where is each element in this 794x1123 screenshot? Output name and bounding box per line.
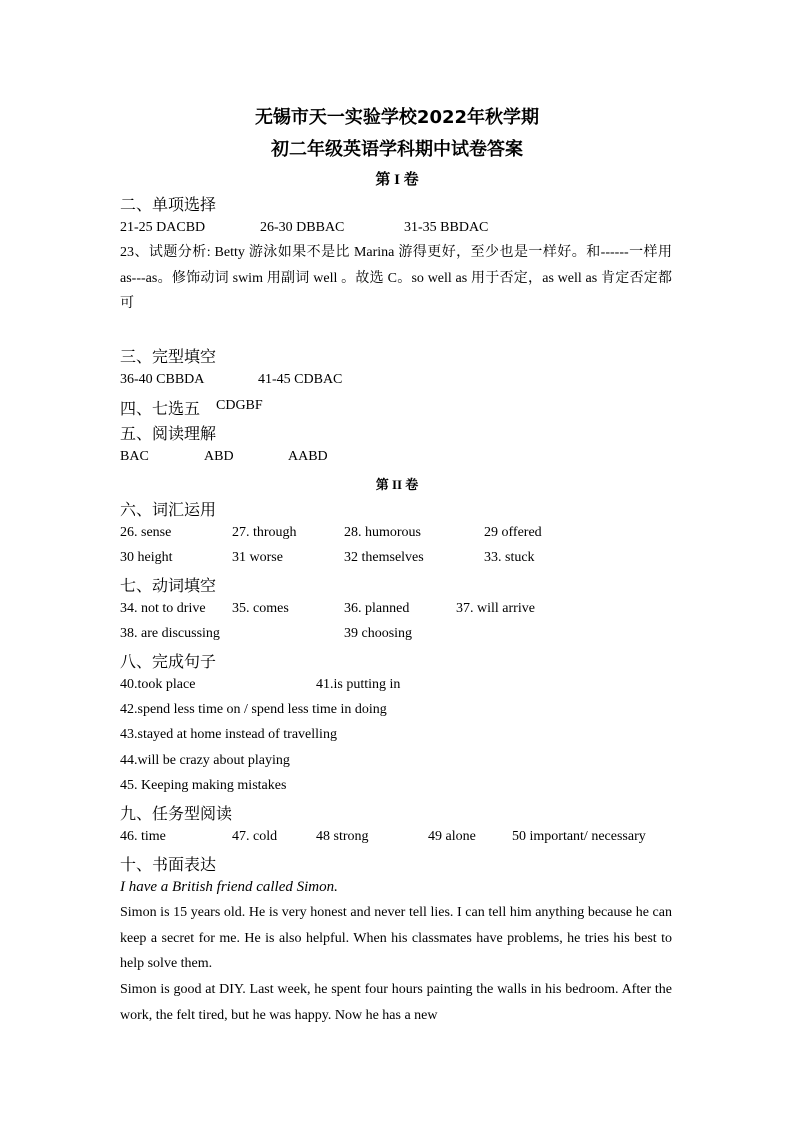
verb-answer: 36. planned <box>344 601 410 616</box>
verb-answer: 39 choosing <box>344 626 413 641</box>
section-heading-vocabulary: 六、词汇运用 <box>120 500 217 519</box>
answer-36-40: 36-40 CBBDA <box>120 372 205 387</box>
reading-answer-b: ABD <box>204 449 234 464</box>
page-title: 无锡市天一实验学校2022年秋学期 <box>254 107 540 128</box>
essay-paragraph-2: Simon is good at DIY. Last week, he spent four hours painting the walls in his bedroom. After the work, the felt tired, but he was happy. Now he has a new <box>120 982 672 1023</box>
verb-answer: 38. are discussing <box>120 626 220 641</box>
answer-seven-choose-five: CDGBF <box>216 398 263 413</box>
sentence-answer-45: 45. Keeping making mistakes <box>120 778 287 793</box>
verb-answer: 34. not to drive <box>120 601 206 616</box>
vocab-answer: 31 worse <box>232 550 283 565</box>
verb-answer: 37. will arrive <box>456 601 535 616</box>
reading-answer-c: AABD <box>288 449 328 464</box>
sentence-answer-41: 41.is putting in <box>316 677 401 692</box>
vocab-answer: 28. humorous <box>344 525 421 540</box>
section-heading-verb-fill: 七、动词填空 <box>120 576 217 595</box>
vocab-answer: 30 height <box>120 550 173 565</box>
sentence-answer-40: 40.took place <box>120 677 196 692</box>
volume-one-label: 第 I 卷 <box>375 172 419 188</box>
answer-21-25: 21-25 DACBD <box>120 220 206 235</box>
essay-paragraph-1: Simon is 15 years old. He is very honest and never tell lies. I can tell him anything because he can keep a secret for me. He is also helpful. When his classmates have problems, he tries his best to help solve them. <box>120 905 672 971</box>
task-reading-answer: 50 important/ necessary <box>512 829 646 844</box>
vocab-answer: 33. stuck <box>484 550 535 565</box>
task-reading-answer: 49 alone <box>428 829 476 844</box>
essay-title: I have a British friend called Simon. <box>120 879 338 895</box>
question-23-analysis: 23、试题分析: Betty 游泳如果不是比 Marina 游得更好，至少也是一样好。和------一样用 as---as。修饰动词 swim 用副词 well 。故选 C。so well as 用于否定，as well as 肯定否定都可 <box>120 245 672 311</box>
task-reading-answer: 46. time <box>120 829 166 844</box>
task-reading-answer: 47. cold <box>232 829 278 844</box>
vocab-answer: 26. sense <box>120 525 172 540</box>
page-subtitle: 初二年级英语学科期中试卷答案 <box>271 139 523 160</box>
section-heading-complete-sentences: 八、完成句子 <box>120 652 217 671</box>
volume-two-label: 第 II 卷 <box>375 477 419 492</box>
reading-answer-a: BAC <box>120 449 149 464</box>
sentence-answer-43: 43.stayed at home instead of travelling <box>120 727 337 742</box>
answer-31-35: 31-35 BBDAC <box>404 220 489 235</box>
section-heading-single-choice: 二、单项选择 <box>120 195 217 214</box>
vocab-answer: 27. through <box>232 525 297 540</box>
sentence-answer-44: 44.will be crazy about playing <box>120 753 290 768</box>
section-heading-seven-choose-five: 四、七选五 <box>120 399 201 418</box>
section-heading-writing: 十、书面表达 <box>120 855 217 874</box>
answer-26-30: 26-30 DBBAC <box>260 220 345 235</box>
section-heading-task-reading: 九、任务型阅读 <box>120 804 233 823</box>
task-reading-answer: 48 strong <box>316 829 369 844</box>
section-heading-cloze: 三、完型填空 <box>120 347 217 366</box>
vocab-answer: 32 themselves <box>344 550 424 565</box>
section-heading-reading: 五、阅读理解 <box>120 424 217 443</box>
vocab-answer: 29 offered <box>484 525 542 540</box>
sentence-answer-42: 42.spend less time on / spend less time in doing <box>120 702 387 717</box>
answer-41-45: 41-45 CDBAC <box>258 372 343 387</box>
verb-answer: 35. comes <box>232 601 289 616</box>
